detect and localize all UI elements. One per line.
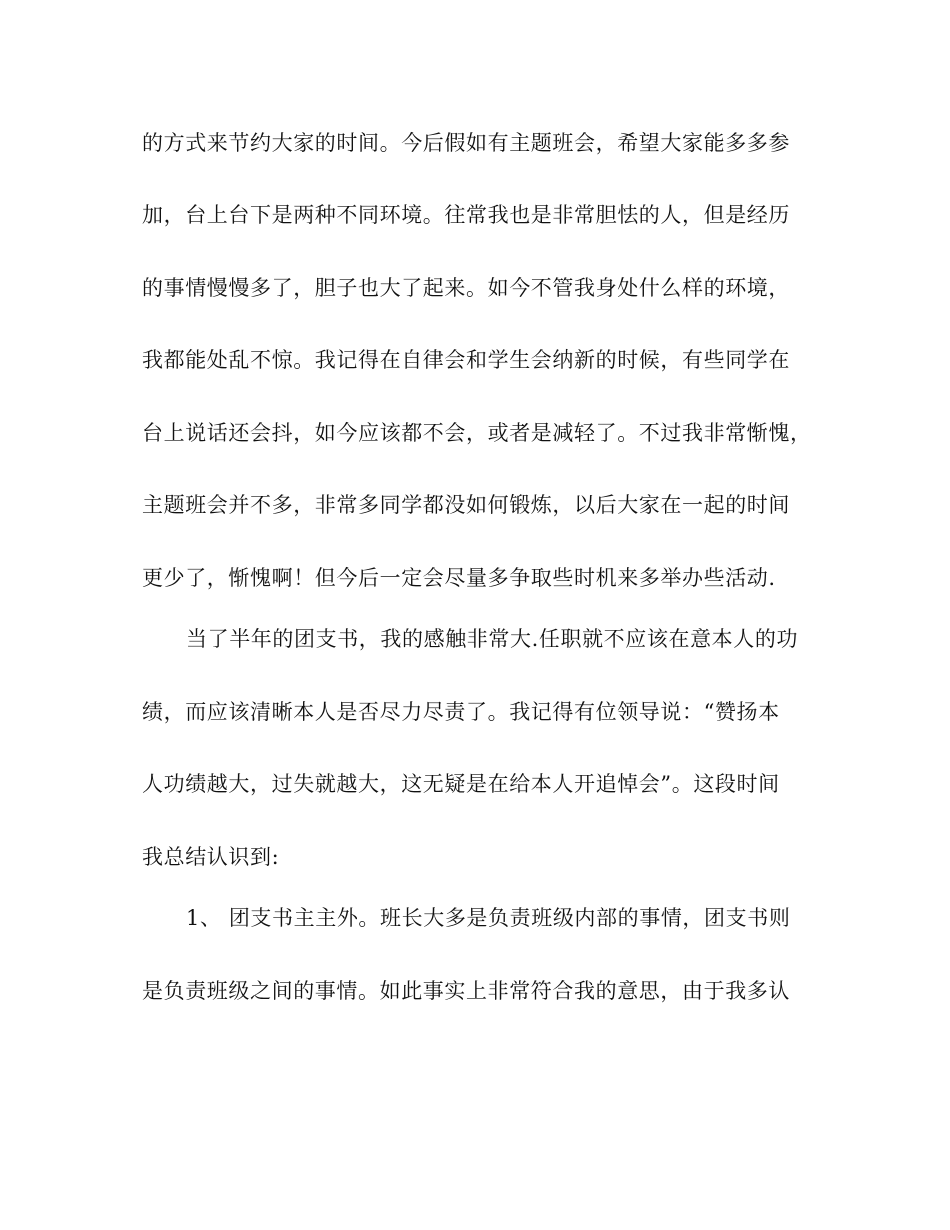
paragraph-line: 是负责班级之间的事情。如此事实上非常符合我的意思，由于我多认 [142, 979, 790, 1003]
paragraph-line: 人功绩越大，过失就越大，这无疑是在给本人开追悼会”。这段时间 [142, 772, 780, 796]
paragraph-line: 当了半年的团支书，我的感触非常大.任职就不应该在意本人的功 [186, 627, 799, 651]
paragraph-line: 的事情慢慢多了，胆子也大了起来。如今不管我身处什么样的环境， [142, 276, 790, 300]
paragraph-line: 我都能处乱不惊。我记得在自律会和学生会纳新的时候，有些同学在 [142, 348, 790, 372]
paragraph-line: 台上说话还会抖，如今应该都不会，或者是减轻了。不过我非常惭愧， [142, 421, 812, 445]
paragraph-line: 加，台上台下是两种不同环境。往常我也是非常胆怯的人，但是经历 [142, 203, 790, 227]
paragraph-line: 绩，而应该清晰本人是否尽力尽责了。我记得有位领导说：“赞扬本 [142, 700, 780, 724]
paragraph-line: 更少了，惭愧啊！但今后一定会尽量多争取些时机来多举办些活动. [142, 566, 776, 590]
paragraph-line: 我总结认识到: [142, 845, 280, 869]
paragraph-line: 主题班会并不多，非常多同学都没如何锻炼，以后大家在一起的时间 [142, 493, 790, 517]
paragraph-line: 的方式来节约大家的时间。今后假如有主题班会，希望大家能多多参 [142, 131, 790, 155]
list-item-line: 1、 团支书主主外。班长大多是负责班级内部的事情，团支书则 [186, 906, 791, 930]
